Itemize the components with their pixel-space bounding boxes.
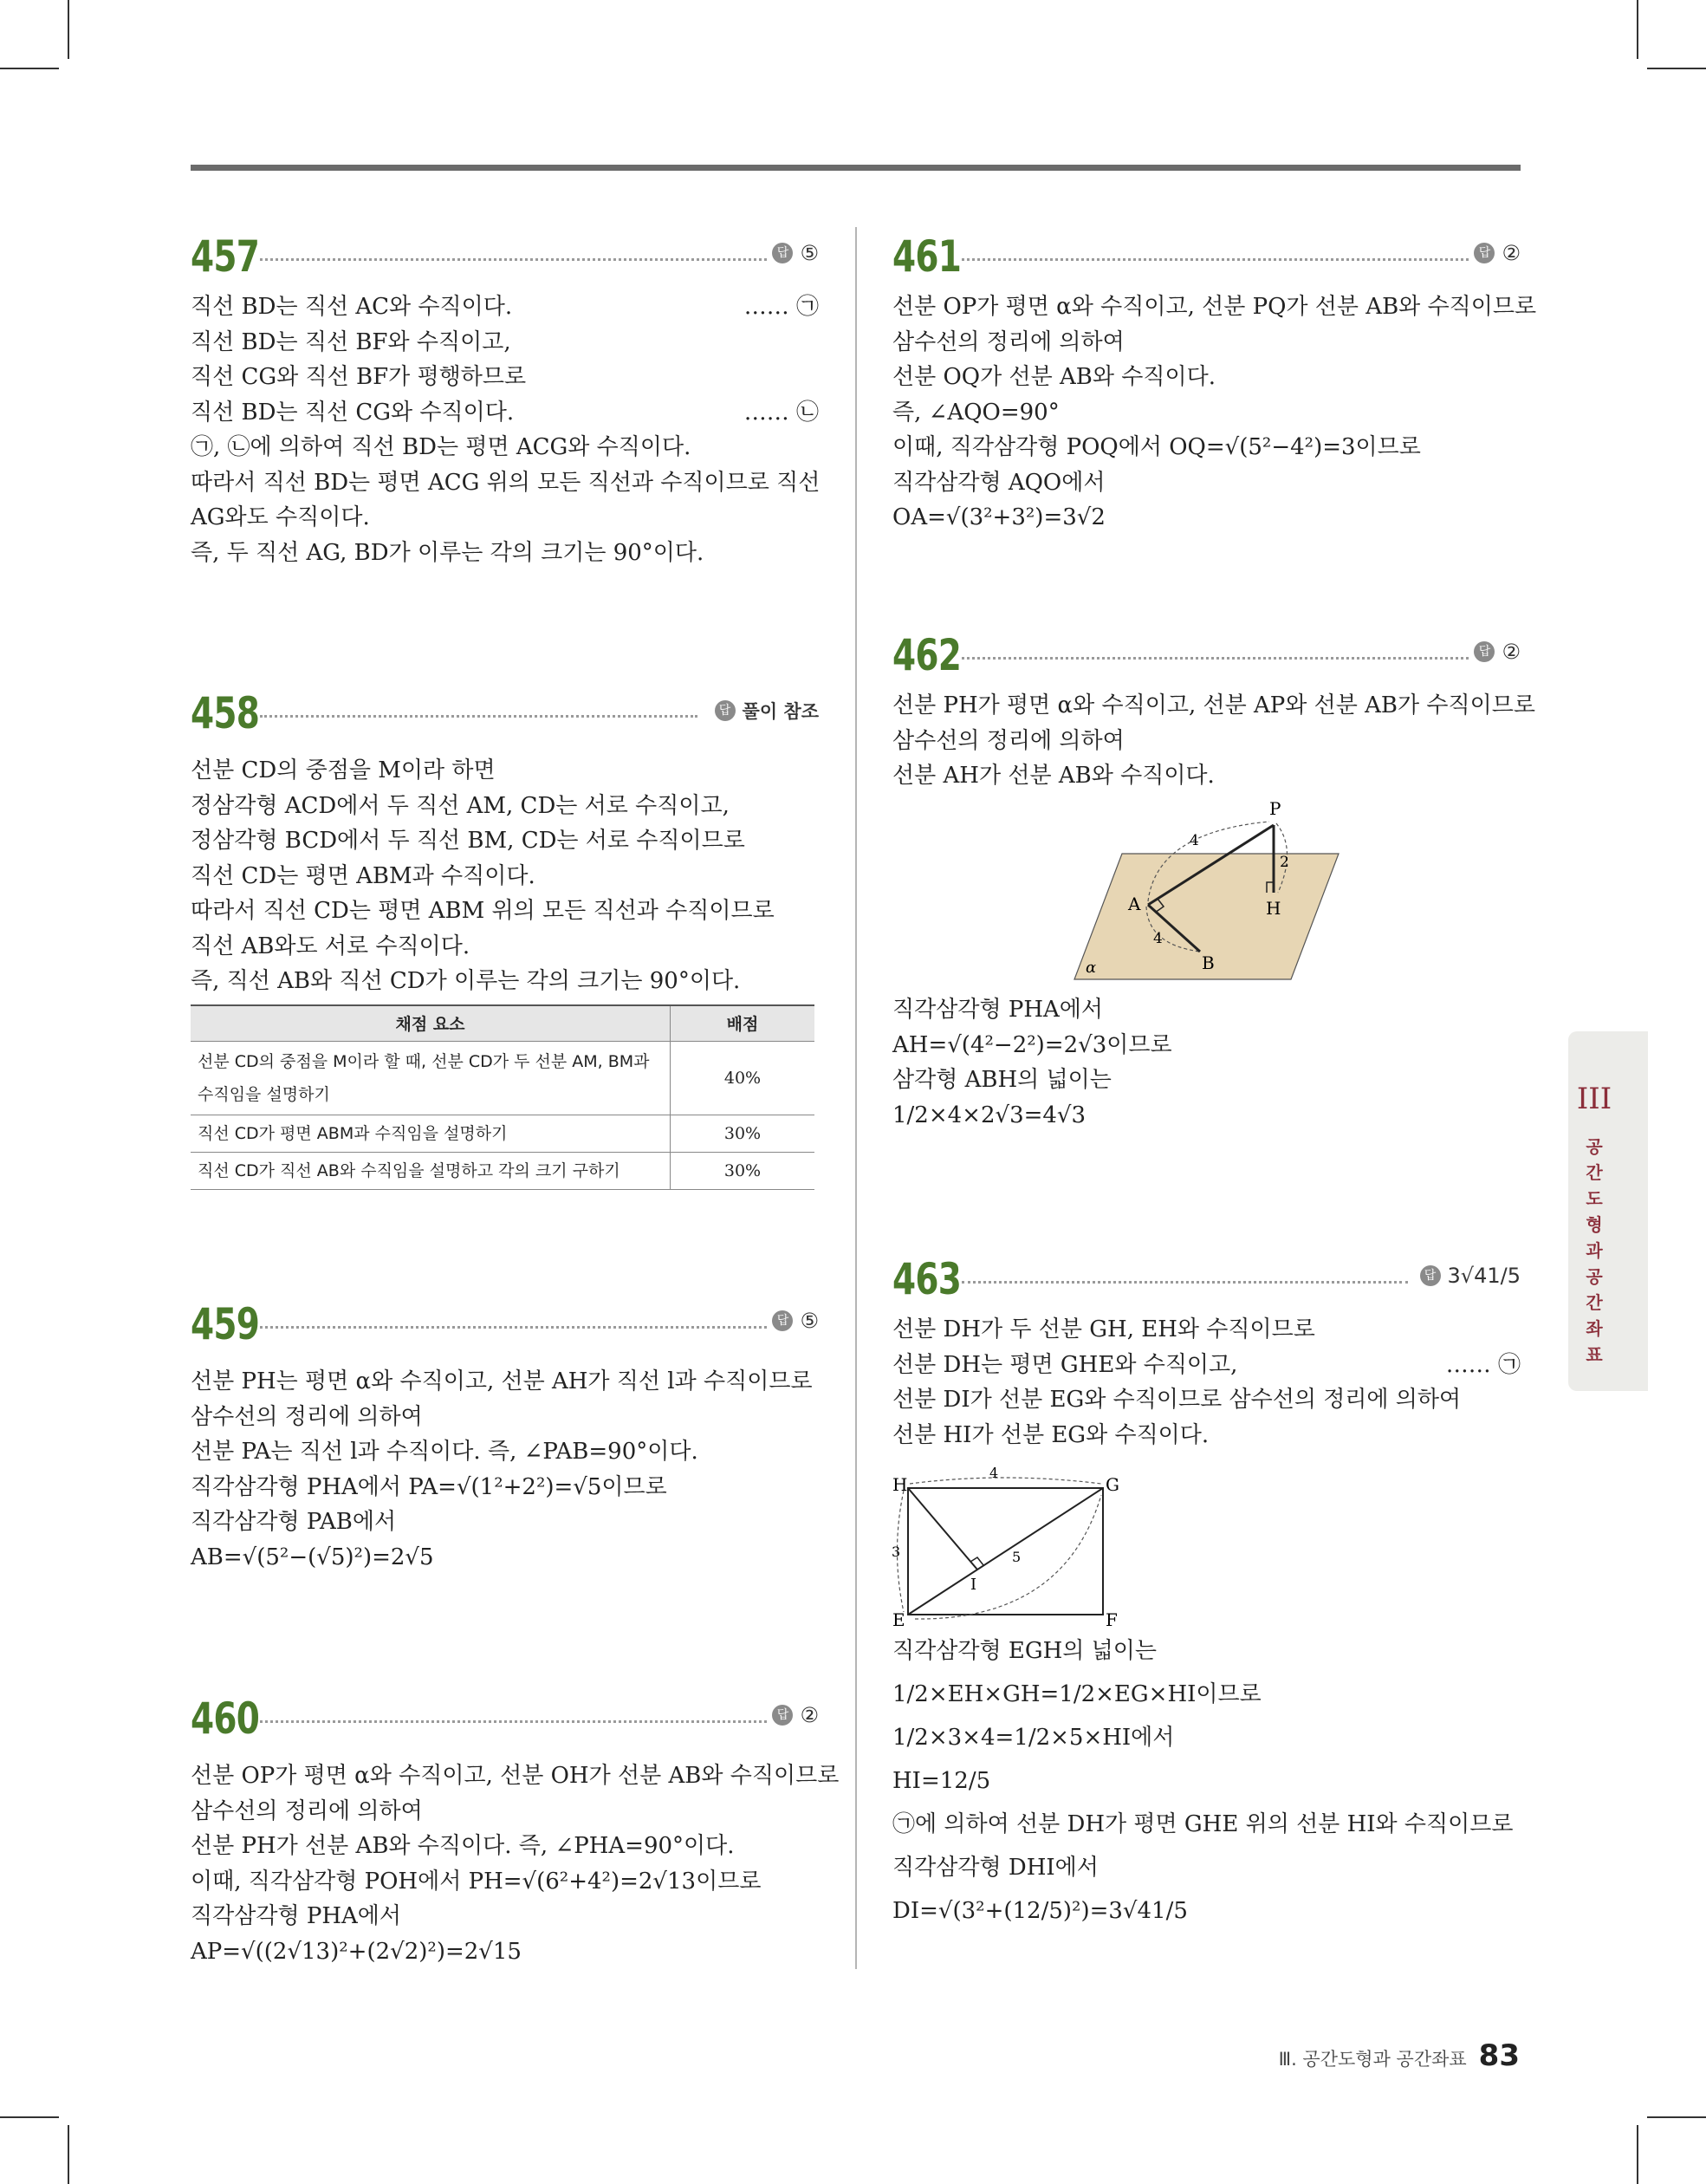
problem-number: 459 [191, 1299, 260, 1349]
dotted-leader [260, 715, 697, 718]
answer-mark-icon: 답 [772, 1310, 793, 1331]
label-F: F [1106, 1609, 1118, 1630]
label-ap: 4 [1190, 832, 1199, 849]
solution-text: 선분 PH는 평면 α와 수직이고, 선분 AH가 직선 l과 수직이므로 삼수선의 정리에 의하여 선분 PA는 직선 l과 수직이다. 즉, ∠PAB=90°이다. 직각삼각형 PHA에서 PA=√(1²+2²)=√5이므로 직각삼각형 PAB에서 AB=√(5²−(√5)²)=2√5 [191, 1368, 813, 1570]
problem-number: 463 [892, 1254, 962, 1304]
problem-460 [191, 1693, 840, 1969]
crop-mark [1637, 2125, 1638, 2184]
answer-mark-icon: 답 [1474, 641, 1495, 662]
answer: 답 ⑤ [772, 241, 819, 265]
answer-mark-icon: 답 [715, 700, 736, 721]
answer: 답 ② [772, 1703, 819, 1727]
page-number: 83 [1478, 2038, 1520, 2073]
dotted-leader [962, 1281, 1408, 1284]
solution-text: 직각삼각형 PHA에서 AH=√(4²−2²)=2√3이므로 삼각형 ABH의 넓이는 1/2×4×2√3=4√3 [892, 997, 1172, 1128]
answer: 답 ② [1474, 241, 1521, 265]
crop-mark [1647, 68, 1706, 69]
problem-462 [892, 630, 1535, 794]
problem-463-continued [892, 1629, 1521, 1933]
problem-number: 461 [892, 231, 962, 282]
crop-mark [0, 2116, 59, 2118]
problem-number: 458 [191, 688, 260, 738]
solution-text: 선분 OP가 평면 α와 수직이고, 선분 OH가 선분 AB와 수직이므로 삼수선의 정리에 의하여 선분 PH가 선분 AB와 수직이다. 즉, ∠PHA=90°이다. 이때, 직각삼각형 POH에서 PH=√(6²+4²)=2√13이므로 직각삼각형 PHA에서 AP=√((2√13)²+(2√2)²)=2√15 [191, 1763, 840, 1965]
answer-mark-icon: 답 [1474, 243, 1495, 263]
problem-458 [191, 689, 819, 1190]
answer: 답 ② [1474, 640, 1521, 664]
label-alpha: α [1086, 959, 1097, 977]
solution-text: 선분 PH가 평면 α와 수직이고, 선분 AP와 선분 AB가 수직이므로 삼수선의 정리에 의하여 선분 AH가 선분 AB와 수직이다. [892, 692, 1535, 789]
chapter-title: 공간도형과 공간좌표 [1586, 1136, 1603, 1365]
label-E: E [892, 1609, 905, 1630]
label-hg: 4 [989, 1465, 999, 1481]
problem-number: 462 [892, 630, 962, 680]
label-ab: 4 [1153, 930, 1163, 947]
solution-text: 직각삼각형 EGH의 넓이는 1/2×EH×GH=1/2×EG×HI이므로 1/2×3×4=1/2×5×HI에서 HI=12/5 ㉠에 의하여 선분 DH가 평면 GHE 위의 선분 HI와 수직이므로 직각삼각형 DHI에서 DI=√(3²+(12/5)²)=3√41/5 [892, 1638, 1514, 1924]
header-rule [191, 165, 1521, 171]
label-I: I [970, 1576, 977, 1594]
label-he: 3 [892, 1544, 901, 1560]
label-B: B [1202, 952, 1215, 973]
label-G: G [1106, 1474, 1119, 1495]
label-H: H [892, 1474, 908, 1495]
problem-461 [892, 231, 1537, 536]
dotted-leader [962, 657, 1469, 660]
problem-463 [892, 1255, 1521, 1453]
solution-text: 선분 CD의 중점을 M이라 하면 정삼각형 ACD에서 두 직선 AM, CD는 서로 수직이고, 정삼각형 BCD에서 두 직선 BM, CD는 서로 수직이므로 직선 CD는 평면 ABM과 수직이다. 따라서 직선 CD는 평면 ABM 위의 모든 직선과 수직이므로 직선 AB와도 서로 수직이다. 즉, 직선 AB와 직선 CD가 이루는 각의 크기는 90°이다. [191, 757, 775, 994]
chapter-roman: III [1576, 1082, 1612, 1116]
label-H: H [1266, 898, 1281, 919]
solution-text: 선분 DH가 두 선분 GH, EH와 수직이므로 선분 DH는 평면 GHE와 수직이고, …… ㉠ 선분 DI가 선분 EG와 수직이므로 삼수선의 정리에 의하여 선분 HI가 선분 EG와 수직이다. [892, 1316, 1521, 1448]
problem-number: 457 [191, 231, 260, 282]
label-ph: 2 [1280, 854, 1289, 871]
chapter-side-tab [1568, 1031, 1648, 1391]
label-P: P [1269, 798, 1281, 819]
answer: 답 풀이 참조 [715, 698, 819, 724]
problem-457 [191, 232, 819, 570]
column-divider [855, 227, 857, 1969]
answer-mark-icon: 답 [1420, 1265, 1441, 1286]
diagram-462 [1070, 797, 1347, 984]
problem-459 [191, 1300, 819, 1575]
answer-mark-icon: 답 [772, 1705, 793, 1726]
problem-462-continued [892, 992, 1521, 1133]
crop-mark [1637, 0, 1638, 59]
answer-mark-icon: 답 [772, 243, 793, 263]
dotted-leader [260, 1720, 767, 1723]
dotted-leader [260, 258, 767, 261]
label-A: A [1128, 894, 1141, 914]
scoring-table: 채점 요소 배점 선분 CD의 중점을 M이라 할 때, 선분 CD가 두 선분 AM, BM과 수직임을 설명하기 40% 직선 CD가 평면 ABM과 수직임을 설명하기 30% 직선 CD가 직선 AB와 수직임을 설명하고 각의 크기 구하기 30% [191, 1004, 814, 1190]
footer-section: Ⅲ. 공간도형과 공간좌표 [1278, 2049, 1467, 2070]
dotted-leader [260, 1326, 767, 1329]
label-eg: 5 [1012, 1549, 1022, 1565]
solution-text: 선분 OP가 평면 α와 수직이고, 선분 PQ가 선분 AB와 수직이므로 삼수선의 정리에 의하여 선분 OQ가 선분 AB와 수직이다. 즉, ∠AQO=90° 이때, 직각삼각형 POQ에서 OQ=√(5²−4²)=3이므로 직각삼각형 AQO에서 OA=√(3²+3²)=3√2 [892, 294, 1537, 530]
answer: 답 ⑤ [772, 1309, 819, 1333]
diagram-463 [891, 1465, 1119, 1630]
crop-mark [68, 2125, 69, 2184]
crop-mark [68, 0, 69, 59]
dotted-leader [962, 258, 1469, 261]
page-footer [1279, 2038, 1520, 2073]
crop-mark [0, 68, 59, 69]
solution-text: 직선 BD는 직선 AC와 수직이다. …… ㉠ 직선 BD는 직선 BF와 수직이고, 직선 CG와 직선 BF가 평행하므로 직선 BD는 직선 CG와 수직이다. …… ㉡ ㉠, ㉡에 의하여 직선 BD는 평면 ACG와 수직이다. 따라서 직선 BD는 평면 ACG 위의 모든 직선과 수직이므로 직선 AG와도 수직이다. 즉, 두 직선 AG, BD가 이루는 각의 크기는 90°이다. [191, 294, 821, 566]
answer: 답 3√41/5 [1420, 1264, 1521, 1288]
crop-mark [1647, 2116, 1706, 2118]
problem-number: 460 [191, 1693, 260, 1744]
